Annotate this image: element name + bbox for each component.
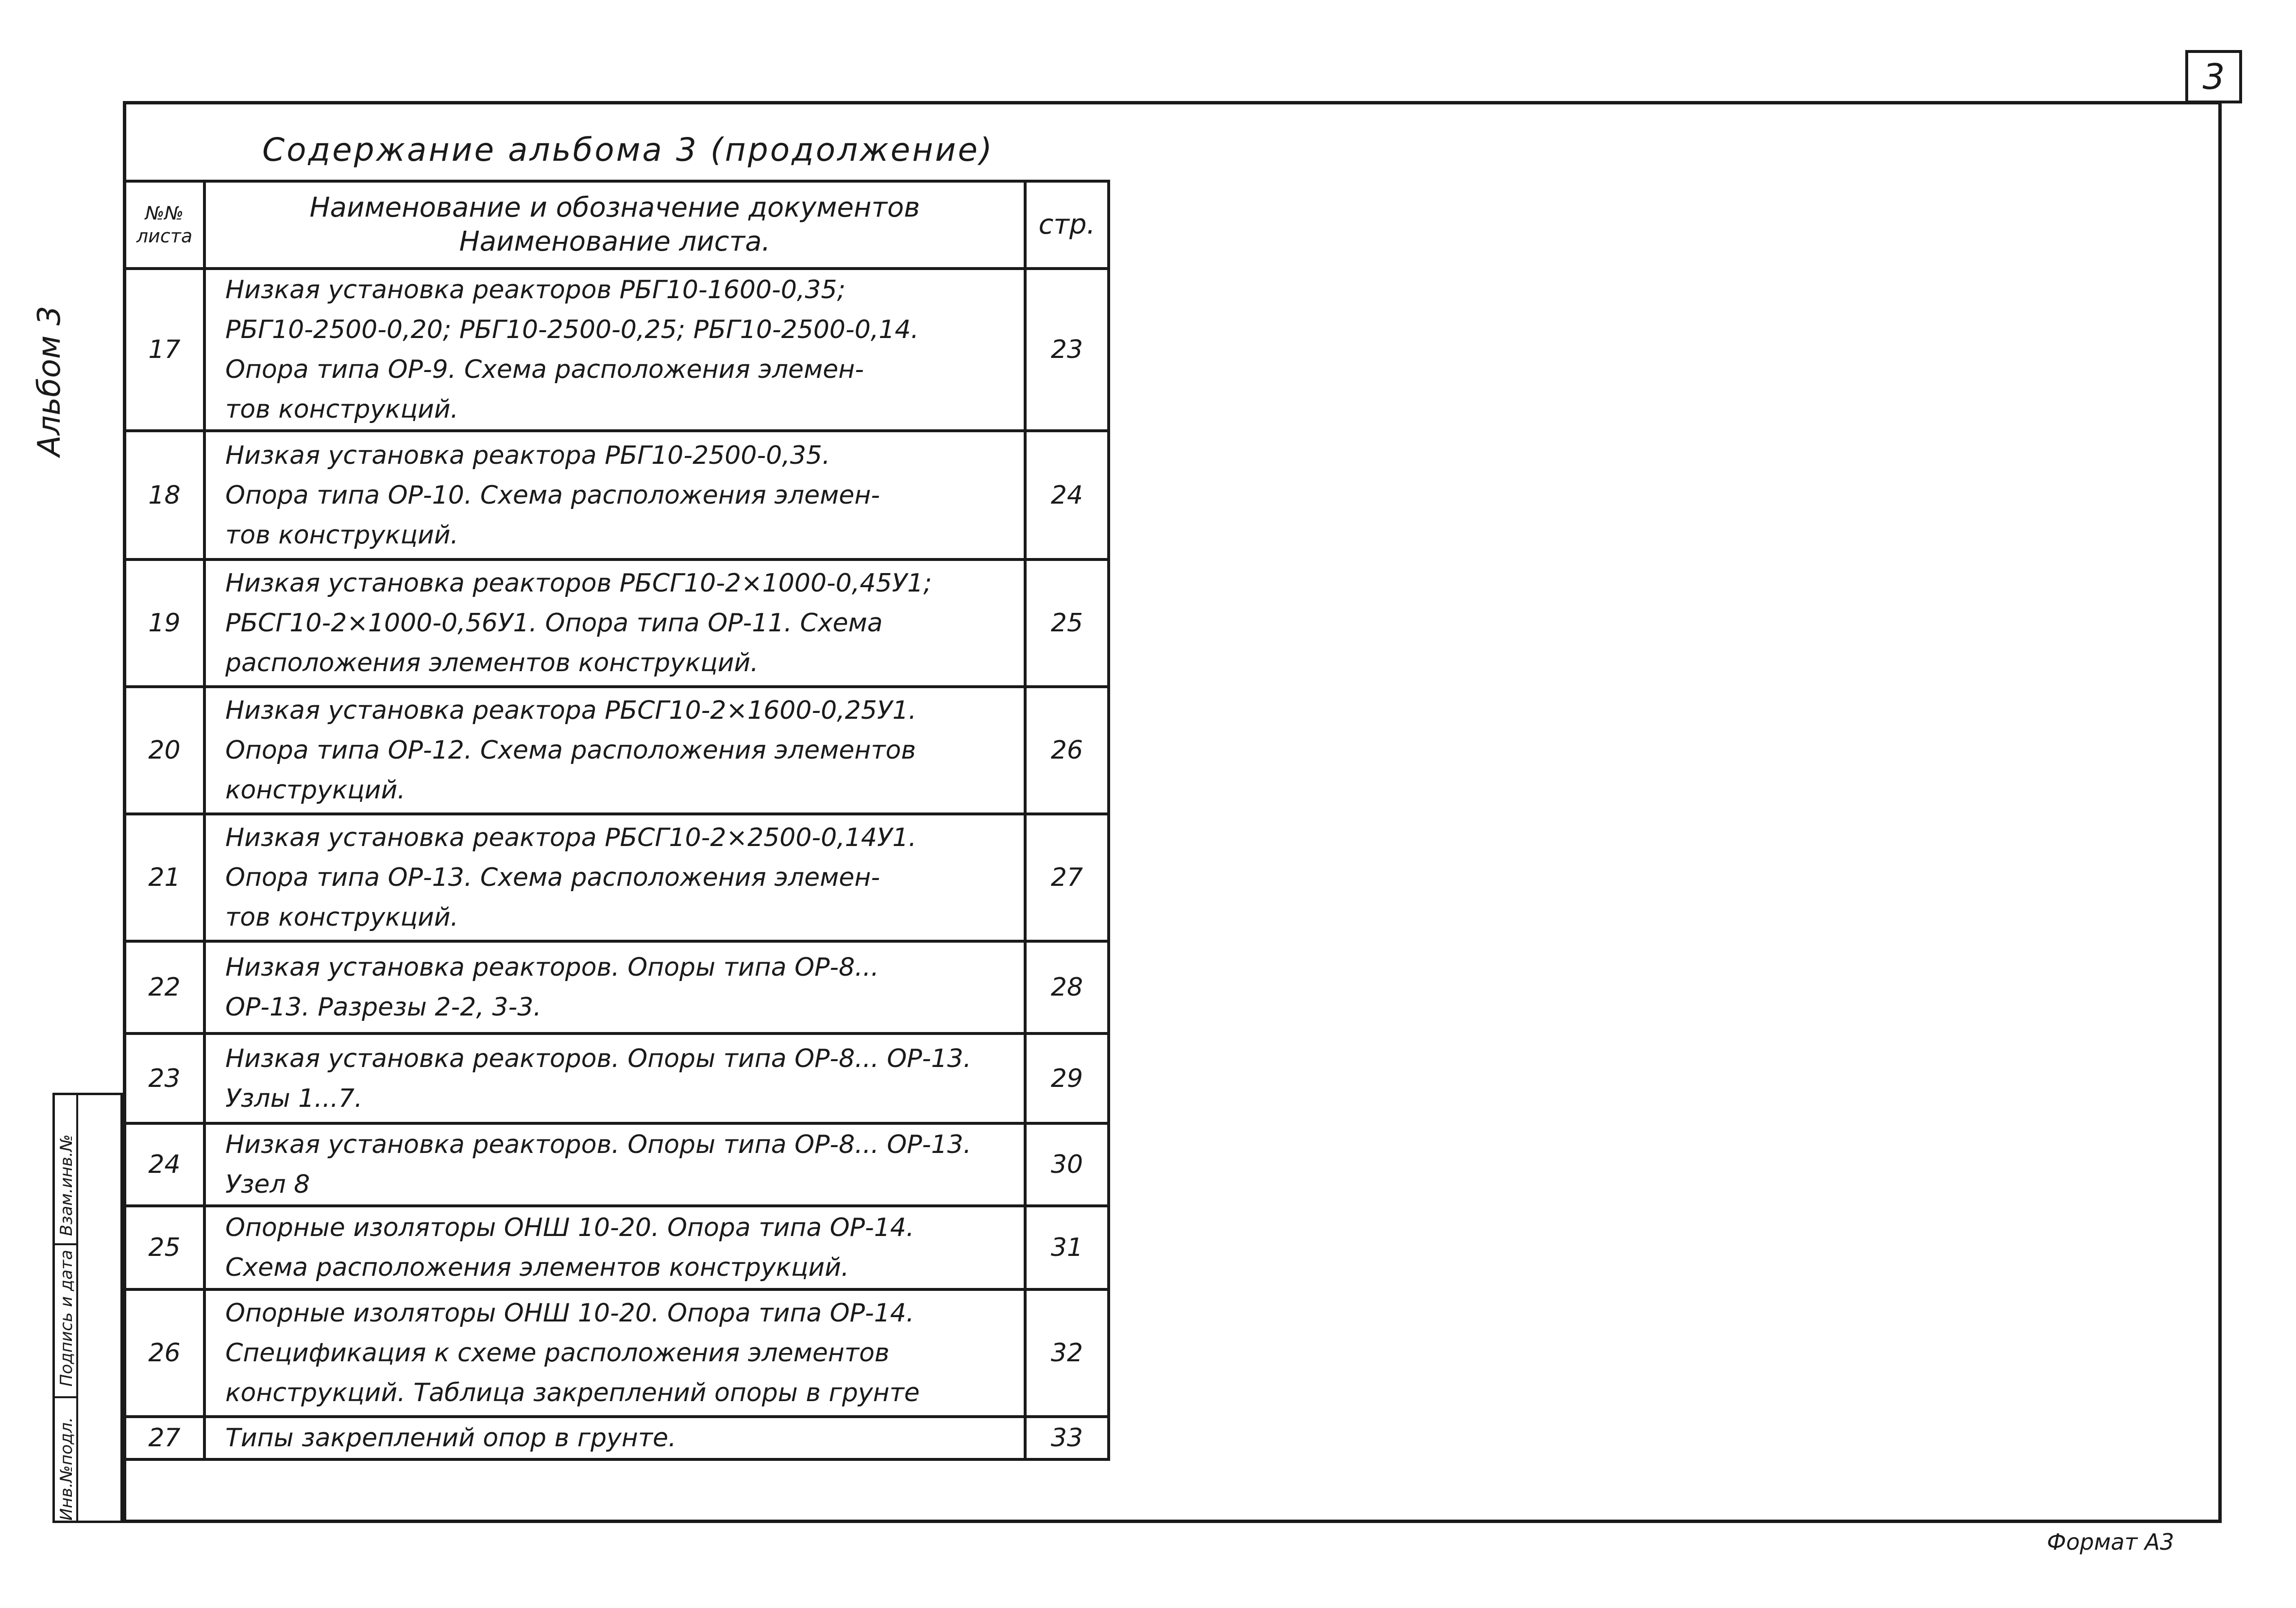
sheet-name-line: Схема расположения элементов конструкций.: [225, 1253, 849, 1282]
sheet-name-line: РБГ10-2500-0,20; РБГ10-2500-0,25; РБГ10-2500-0,14.: [225, 315, 919, 344]
page-cell: 31: [1025, 1206, 1109, 1289]
header-num-line2: листа: [136, 225, 193, 247]
table-header-row: [124, 181, 1109, 269]
page-cell: 33: [1025, 1417, 1109, 1459]
sheet-name-cell: [204, 1206, 1025, 1289]
stamp-label-vzam-inv: Взам.инв.№: [57, 1134, 76, 1236]
sheet-name-line: Низкая установка реакторов. Опоры типа ОР-8... ОР-13.: [225, 1130, 972, 1159]
sheet-number-cell: 22: [124, 941, 204, 1033]
page-cell: 23: [1025, 269, 1109, 431]
sheet-name-line: Опора типа ОР-9. Схема расположения элемен-: [225, 355, 864, 384]
sheet-name-line: Опора типа ОР-10. Схема расположения элемен-: [225, 480, 880, 510]
sheet-number-cell: 23: [124, 1033, 204, 1123]
header-page: стр.: [1025, 181, 1109, 269]
page-cell: 28: [1025, 941, 1109, 1033]
table-row: [124, 687, 1109, 814]
sheet-name-cell: [204, 1417, 1025, 1459]
table-row: [124, 1289, 1109, 1417]
sheet-name-cell: [204, 269, 1025, 431]
page-cell: 26: [1025, 687, 1109, 814]
sheet-name-line: конструкций. Таблица закреплений опоры в грунте: [225, 1378, 920, 1407]
sheet-number-cell: 20: [124, 687, 204, 814]
album-label: Альбом 3: [32, 305, 68, 457]
side-stamp: [52, 1093, 123, 1523]
sheet-name-cell: [204, 814, 1025, 941]
page-cell: 29: [1025, 1033, 1109, 1123]
header-num-line1: №№: [145, 202, 184, 224]
sheet-name-line: Опорные изоляторы ОНШ 10-20. Опора типа ОР-14.: [225, 1213, 914, 1242]
page-cell: 30: [1025, 1123, 1109, 1206]
sheet-name-line: Низкая установка реакторов РБСГ10-2×1000-0,45У1;: [225, 569, 932, 598]
sheet-name-line: Узел 8: [225, 1170, 310, 1199]
sheet-number-cell: 21: [124, 814, 204, 941]
page-number: 3: [2185, 50, 2242, 103]
sheet-name-cell: [204, 559, 1025, 687]
header-sheet-number: [124, 181, 204, 269]
sheet-name-line: Опора типа ОР-12. Схема расположения элементов: [225, 736, 916, 765]
table-row: [124, 941, 1109, 1033]
page-cell: 25: [1025, 559, 1109, 687]
sheet-name-cell: [204, 941, 1025, 1033]
sheet-name-line: Низкая установка реакторов. Опоры типа ОР-8...: [225, 953, 879, 982]
sheet-name-line: Опора типа ОР-13. Схема расположения элемен-: [225, 863, 880, 892]
stamp-divider: [55, 1396, 76, 1398]
stamp-label-inv-podl: Инв.№подл.: [57, 1417, 76, 1521]
sheet-number-cell: 19: [124, 559, 204, 687]
page-cell: 24: [1025, 431, 1109, 559]
sheet-name-line: Низкая установка реактора РБГ10-2500-0,35.: [225, 440, 830, 470]
header-name-line1: Наименование и обозначение документов: [309, 192, 920, 223]
sheet-name-line: Узлы 1...7.: [225, 1083, 363, 1113]
table-row: [124, 1123, 1109, 1206]
sheet-number-cell: 17: [124, 269, 204, 431]
sheet-name-line: Низкая установка реакторов РБГ10-1600-0,35;: [225, 275, 846, 305]
header-document-name: [204, 181, 1025, 269]
table-row: [124, 1417, 1109, 1459]
stamp-label-signature-date: Подпись и дата: [57, 1250, 76, 1387]
sheet-number-cell: 27: [124, 1417, 204, 1459]
sheet-name-line: Опорные изоляторы ОНШ 10-20. Опора типа ОР-14.: [225, 1299, 914, 1328]
sheet-name-line: Спецификация к схеме расположения элементов: [225, 1338, 890, 1368]
table-row: [124, 269, 1109, 431]
sheet-name-cell: [204, 431, 1025, 559]
stamp-divider: [55, 1243, 76, 1245]
sheet-name-cell: [204, 1123, 1025, 1206]
table-row: [124, 431, 1109, 559]
sheet-name-cell: [204, 1033, 1025, 1123]
sheet-number-cell: 18: [124, 431, 204, 559]
sheet-number-cell: 25: [124, 1206, 204, 1289]
sheet-name-line: конструкций.: [225, 776, 405, 805]
sheet-name-line: тов конструкций.: [225, 520, 459, 550]
sheet-name-cell: [204, 1289, 1025, 1417]
sheet-name-line: тов конструкций.: [225, 903, 459, 932]
contents-table: [123, 180, 1110, 1461]
sheet-name-line: Низкая установка реактора РБСГ10-2×1600-0,25У1.: [225, 696, 917, 725]
document-title: Содержание альбома 3 (продолжение): [262, 131, 994, 169]
page-cell: 32: [1025, 1289, 1109, 1417]
table-row: [124, 1206, 1109, 1289]
sheet-number-cell: 24: [124, 1123, 204, 1206]
sheet-name-line: Типы закреплений опор в грунте.: [225, 1423, 676, 1453]
table-row: [124, 814, 1109, 941]
format-label: Формат А3: [2047, 1529, 2174, 1555]
sheet-name-line: Низкая установка реактора РБСГ10-2×2500-0,14У1.: [225, 823, 917, 852]
sheet-name-line: ОР-13. Разрезы 2-2, 3-3.: [225, 993, 541, 1022]
header-name-line2: Наименование листа.: [459, 226, 771, 257]
page-cell: 27: [1025, 814, 1109, 941]
sheet-number-cell: 26: [124, 1289, 204, 1417]
table-row: [124, 559, 1109, 687]
sheet-name-cell: [204, 687, 1025, 814]
sheet-name-line: тов конструкций.: [225, 395, 459, 424]
sheet-name-line: расположения элементов конструкций.: [225, 648, 759, 677]
sheet-name-line: Низкая установка реакторов. Опоры типа ОР-8... ОР-13.: [225, 1044, 972, 1073]
table-row: [124, 1033, 1109, 1123]
sheet-name-line: РБСГ10-2×1000-0,56У1. Опора типа ОР-11. Схема: [225, 609, 883, 638]
